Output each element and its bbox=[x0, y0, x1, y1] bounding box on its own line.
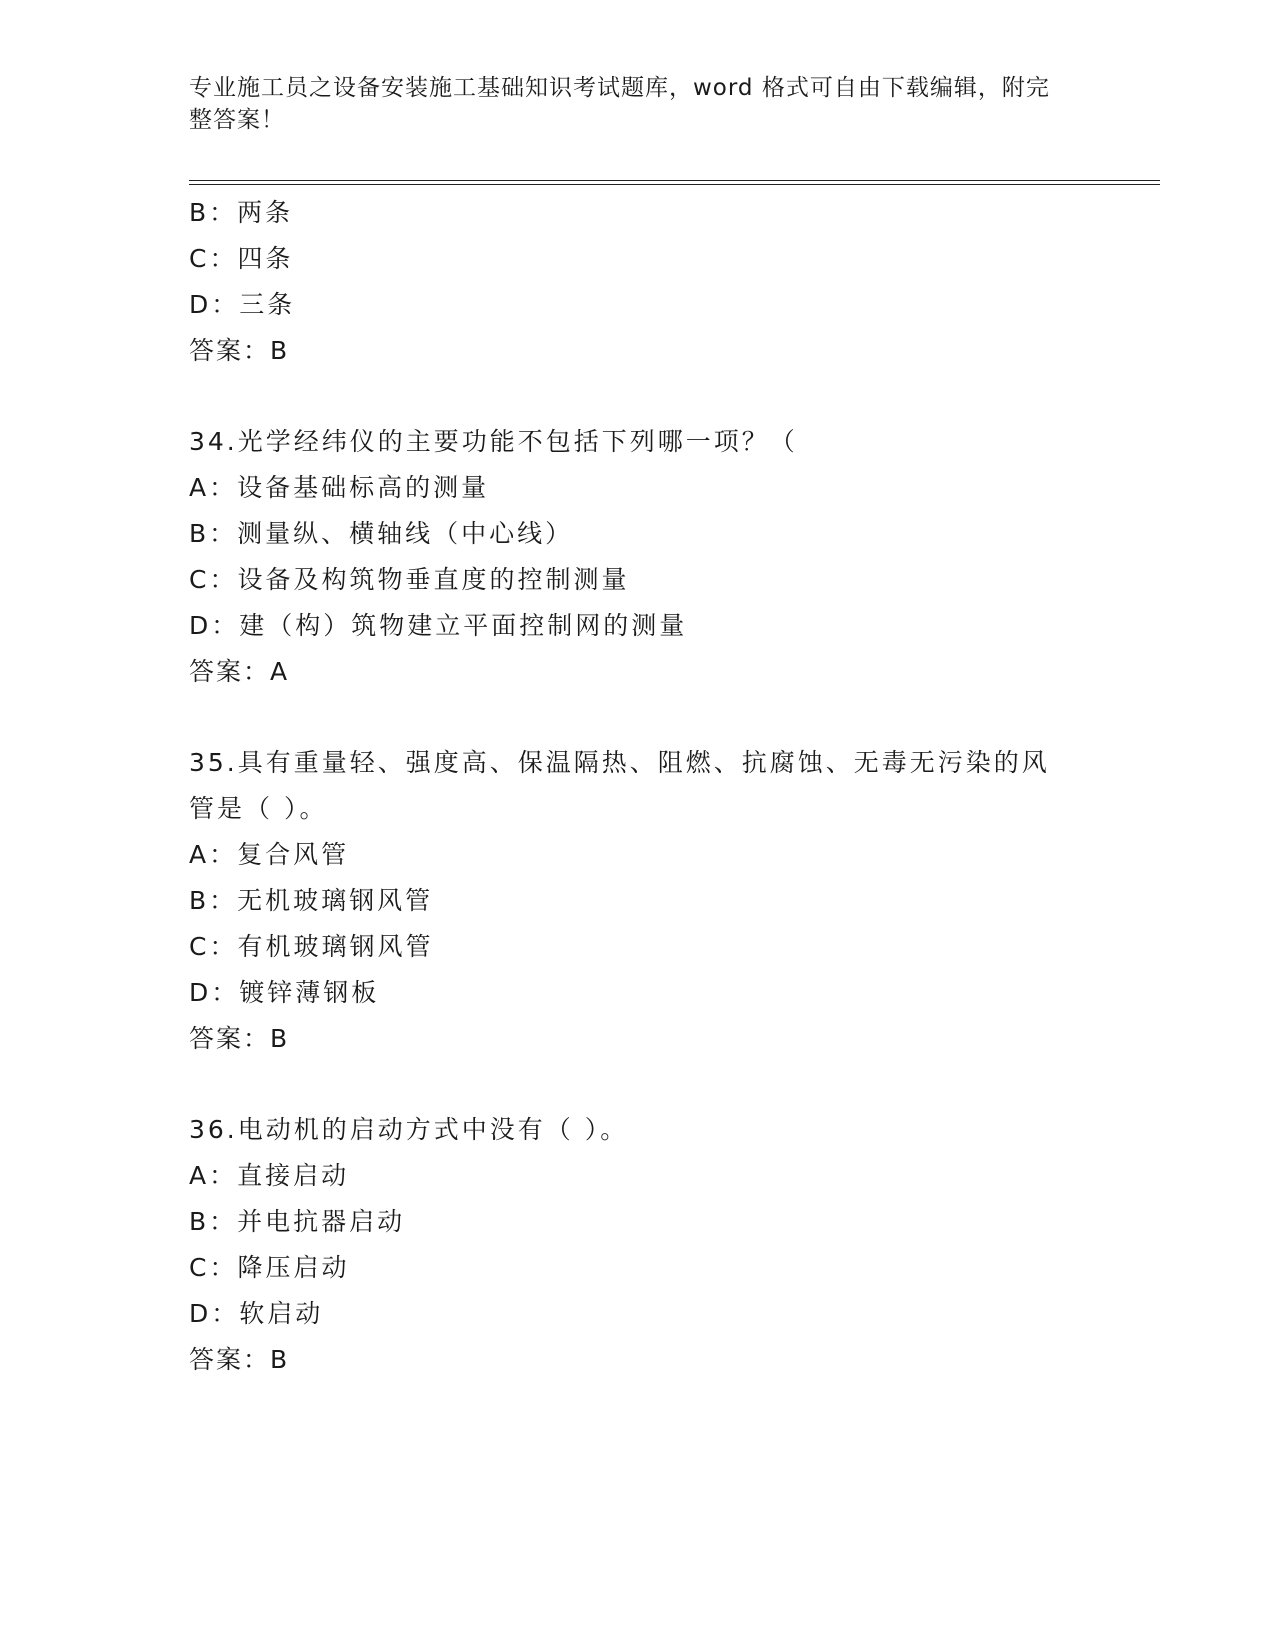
option-b: B：无机玻璃钢风管 bbox=[189, 886, 434, 915]
option-c: C：设备及构筑物垂直度的控制测量 bbox=[189, 565, 630, 594]
question-list bbox=[189, 190, 1089, 1383]
option-a: A：复合风管 bbox=[189, 840, 350, 869]
question-stem: 34.光学经纬仪的主要功能不包括下列哪一项？（ bbox=[189, 427, 798, 456]
answer-line: 答案：B bbox=[189, 1345, 290, 1374]
spacer bbox=[189, 1062, 1089, 1107]
question-stem: 36.电动机的启动方式中没有（ ）。 bbox=[189, 1115, 629, 1144]
answer-line: 答案：A bbox=[189, 657, 290, 686]
option-b: B：两条 bbox=[189, 198, 294, 227]
option-c: C：降压启动 bbox=[189, 1253, 350, 1282]
question-35 bbox=[189, 740, 1089, 1062]
spacer bbox=[189, 695, 1089, 740]
option-b: B：并电抗器启动 bbox=[189, 1207, 406, 1236]
header-divider-bottom bbox=[189, 184, 1160, 185]
answer-line: 答案：B bbox=[189, 336, 290, 365]
document-header bbox=[189, 72, 1089, 136]
option-d: D：软启动 bbox=[189, 1299, 324, 1328]
header-line-2: 整答案！ bbox=[189, 107, 285, 133]
option-c: C：有机玻璃钢风管 bbox=[189, 932, 434, 961]
option-c: C：四条 bbox=[189, 244, 294, 273]
answer-line: 答案：B bbox=[189, 1024, 290, 1053]
spacer bbox=[189, 374, 1089, 419]
question-stem-continued: 管是（ ）。 bbox=[189, 794, 328, 823]
question-34 bbox=[189, 419, 1089, 695]
option-a: A：直接启动 bbox=[189, 1161, 350, 1190]
question-stem: 35.具有重量轻、强度高、保温隔热、阻燃、抗腐蚀、无毒无污染的风 bbox=[189, 748, 1050, 777]
option-a: A：设备基础标高的测量 bbox=[189, 473, 490, 502]
option-d: D：三条 bbox=[189, 290, 296, 319]
question-36 bbox=[189, 1107, 1089, 1383]
header-line-1: 专业施工员之设备安装施工基础知识考试题库，word 格式可自由下载编辑，附完 bbox=[189, 75, 1050, 101]
option-b: B：测量纵、横轴线（中心线） bbox=[189, 519, 574, 548]
prev-question-block bbox=[189, 190, 1089, 374]
header-divider-top bbox=[189, 180, 1160, 181]
option-d: D：镀锌薄钢板 bbox=[189, 978, 380, 1007]
option-d: D：建（构）筑物建立平面控制网的测量 bbox=[189, 611, 688, 640]
